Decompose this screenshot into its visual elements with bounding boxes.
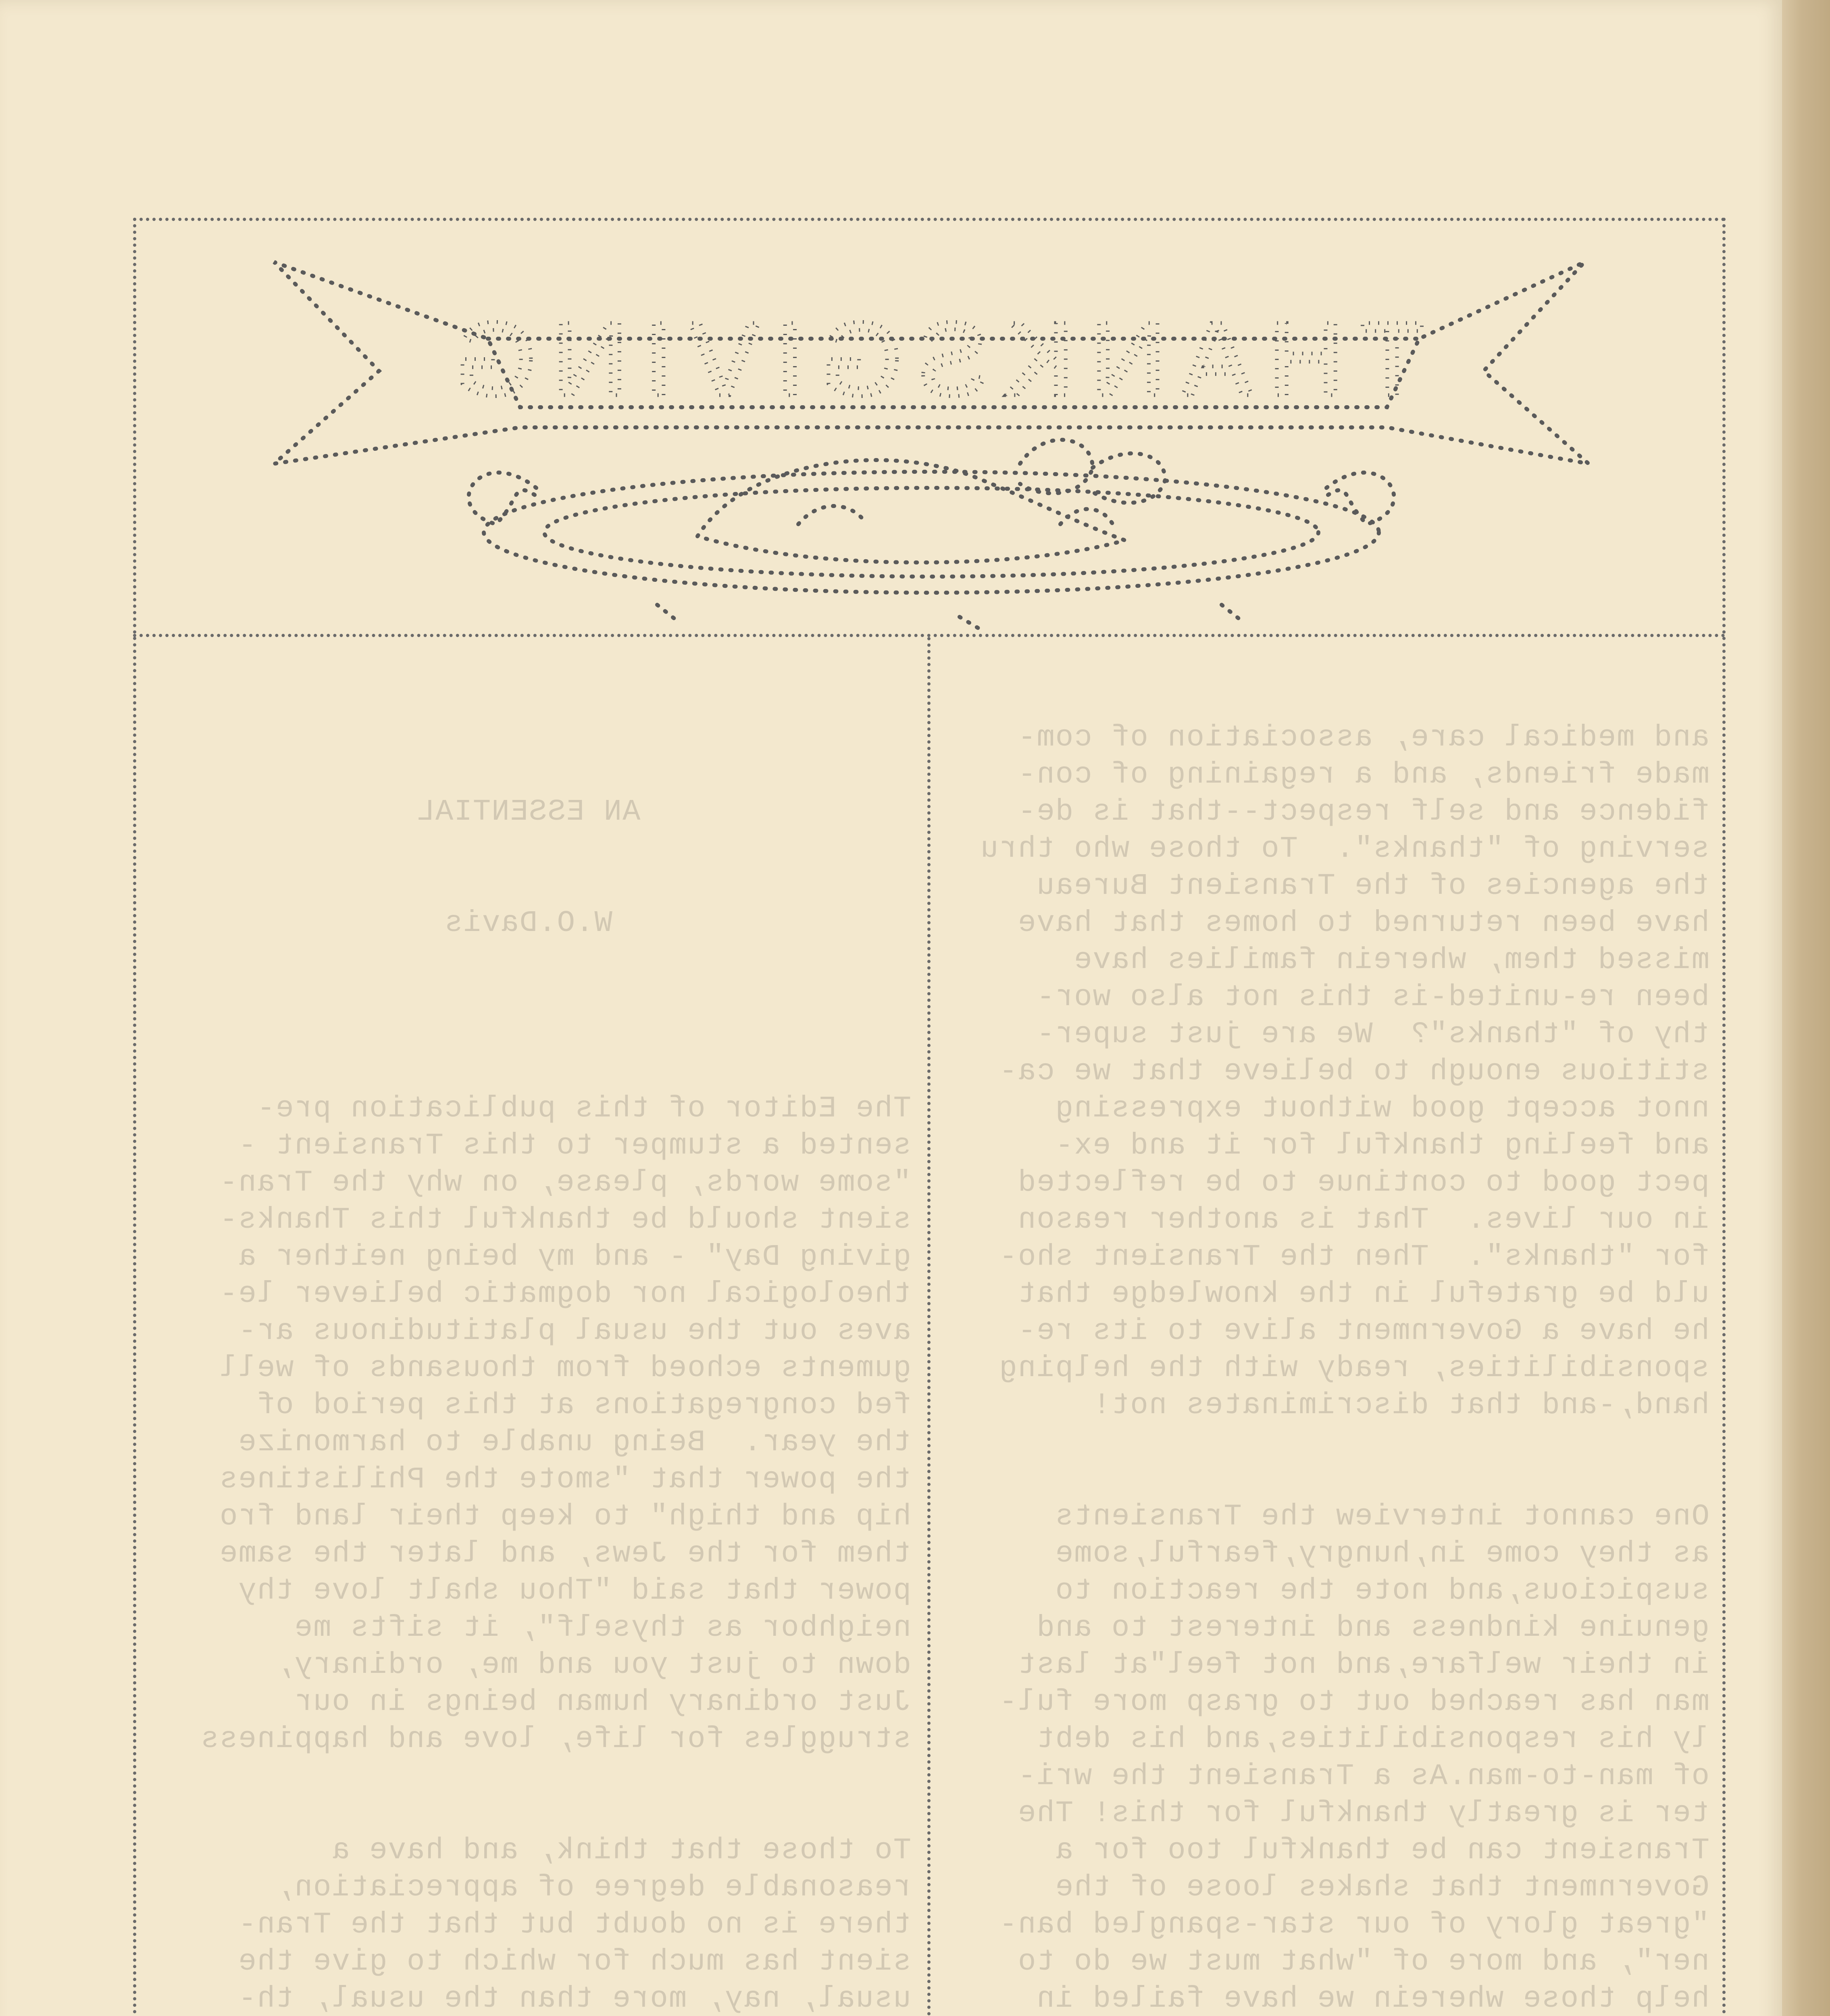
- article-paragraph: To those that think, and have a reasonable degree of appreciation, there is no doubt but that the Tran- sient has much for which to give the usual, nay, more than the usual, th-: [237, 1834, 911, 2016]
- article-title: AN ESSENTIAL: [416, 795, 641, 829]
- banner-text: THANKSGIVING: [438, 301, 1424, 418]
- article-author: W.O.Davis: [444, 906, 612, 940]
- page-edge: [1782, 0, 1830, 2016]
- article-paragraph: and medical care, association of com- made friends, and a regaining of con- fidence and self respect--that is de- serving of "thanks". To those who thru the agencies of the Transient Bureau have been returned to homes that have missed them, wherein families have been re-united-is this not also wor- thy of "thanks"? We are just super- stitious enough to believe that we ca- nnot accept good without expressing and feeling thankful for it and ex- pect good to continue to be reflected in our lives. That is another reason for "thanks". Then the Transient sho- uld be grateful in the knowledge that he have a Government alive to its re- sponsibilities, ready with the helping hand,-and that discriminates not!: [980, 721, 1709, 1422]
- turkey-platter-icon: [133, 218, 1726, 637]
- column-divider: [927, 637, 931, 2016]
- masthead: [133, 218, 1726, 637]
- article-paragraph: The Editor of this publication pre- sented a stumper to this Transient - "some words, please, on why the Tran- sient should be thankful this Thanks- giving Day" - and my being neither a theological nor dogmatic believer le- aves out the usual platitudinous ar- guments echoed from thousands of well fed congregations at this period of the year. Being unable to harmonize the power that "smote the Philistines hip and thigh" to keep their land fro them for the Jews, and later the same power that said "Thou shalt love thy neighbor as thyself", it sifts me down to just you and me, ordinary, Just ordinary human beings in our struggles for life, love and happiness: [200, 1092, 911, 1756]
- article-column-left: [943, 645, 1709, 2016]
- article-column-right: [145, 645, 911, 2016]
- platter: [484, 472, 1379, 593]
- article-paragraph: One cannot interview the Transients as they come in,hungry,fearful,some suspicious,and note the reaction to genuine kindness and interest to and in their welfare,and not feel"at last man has reached out to grasp more ful- ly his responsibilities,and his debt of man-to-man.As a Transient the wri- ter is greatly thankful for this! The Transient can be thankful too for a Government that shakes loose of the "great glory of our star-spangled ban- ner", and more of "what must we do to help those wherein we have failed in: [998, 1500, 1709, 2016]
